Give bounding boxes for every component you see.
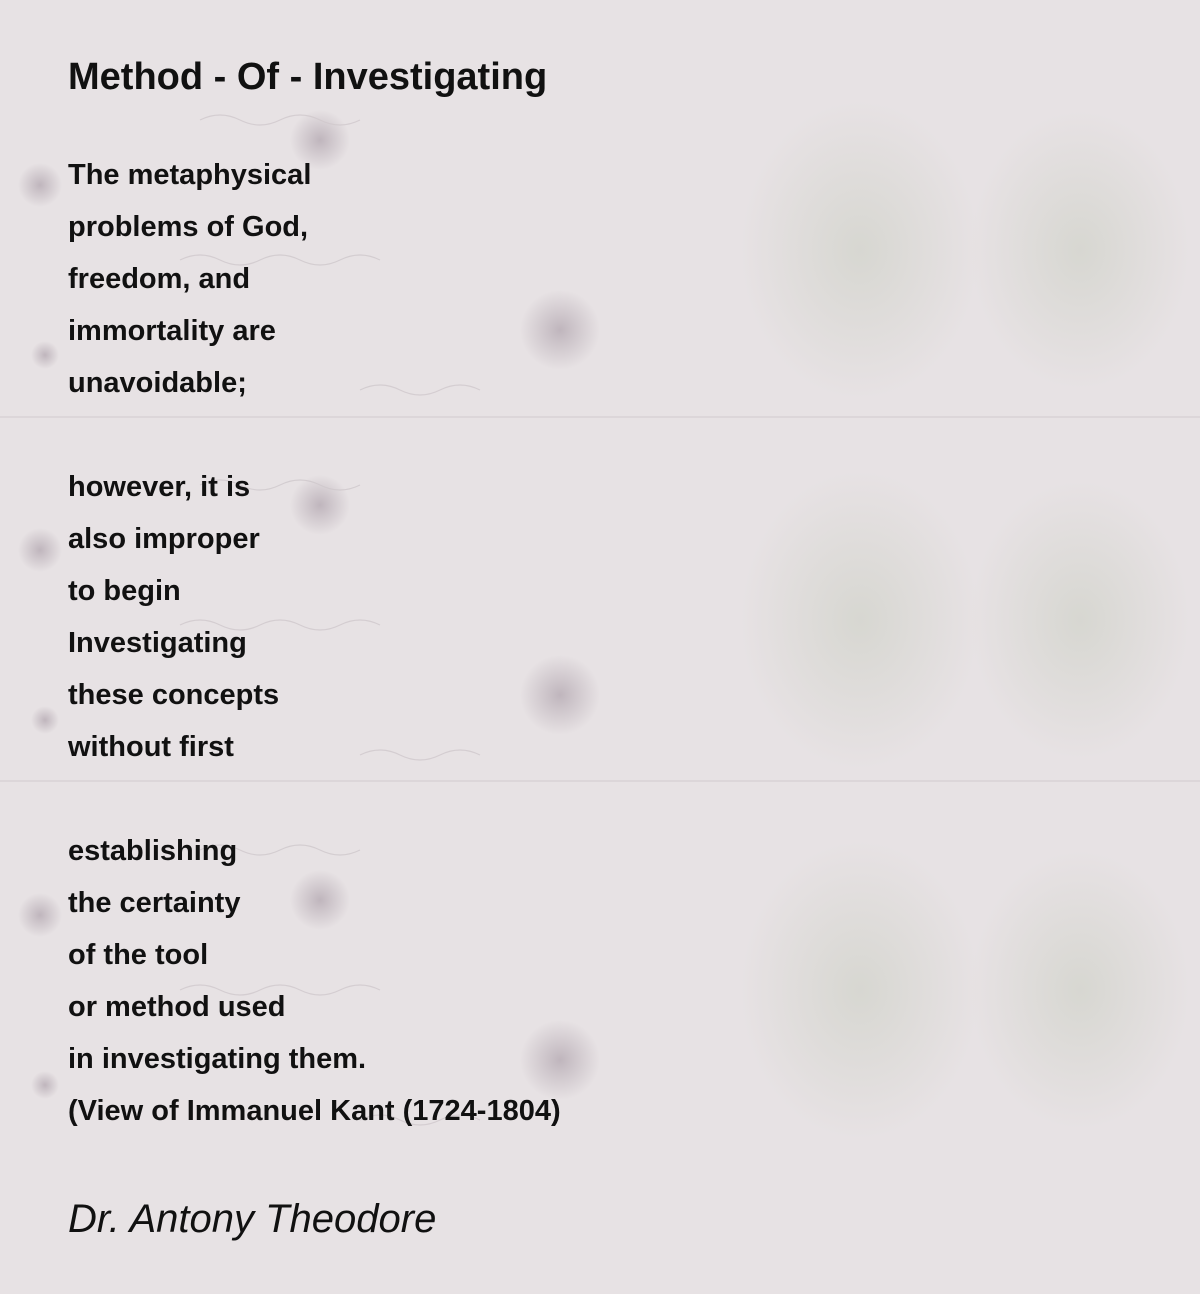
poem-line: freedom, and — [68, 263, 251, 295]
poem-line: these concepts — [68, 679, 280, 711]
poem-line: without first — [68, 731, 234, 763]
poem-body — [68, 149, 561, 1137]
poem-line: problems of God, — [68, 211, 309, 243]
poem-line: unavoidable; — [68, 367, 247, 399]
poem-line: The metaphysical — [68, 159, 312, 191]
poem-line: to begin — [68, 575, 181, 607]
poem-title: Method - Of - Investigating — [68, 56, 548, 98]
poem-author: Dr. Antony Theodore — [68, 1197, 437, 1241]
poem-line: of the tool — [68, 939, 209, 971]
stanza-2 — [68, 461, 561, 773]
poem-line: also improper — [68, 523, 260, 555]
poem-line: establishing — [68, 835, 238, 867]
poem-line: the certainty — [68, 887, 241, 919]
poem-line: Investigating — [68, 627, 247, 659]
poem-line: however, it is — [68, 471, 251, 503]
poem-line: or method used — [68, 991, 286, 1023]
poem-line: in investigating them. — [68, 1043, 367, 1075]
poem-line: (View of Immanuel Kant (1724-1804) — [68, 1095, 561, 1127]
poem-line: immortality are — [68, 315, 276, 347]
stanza-3 — [68, 825, 561, 1137]
stanza-1 — [68, 149, 561, 409]
